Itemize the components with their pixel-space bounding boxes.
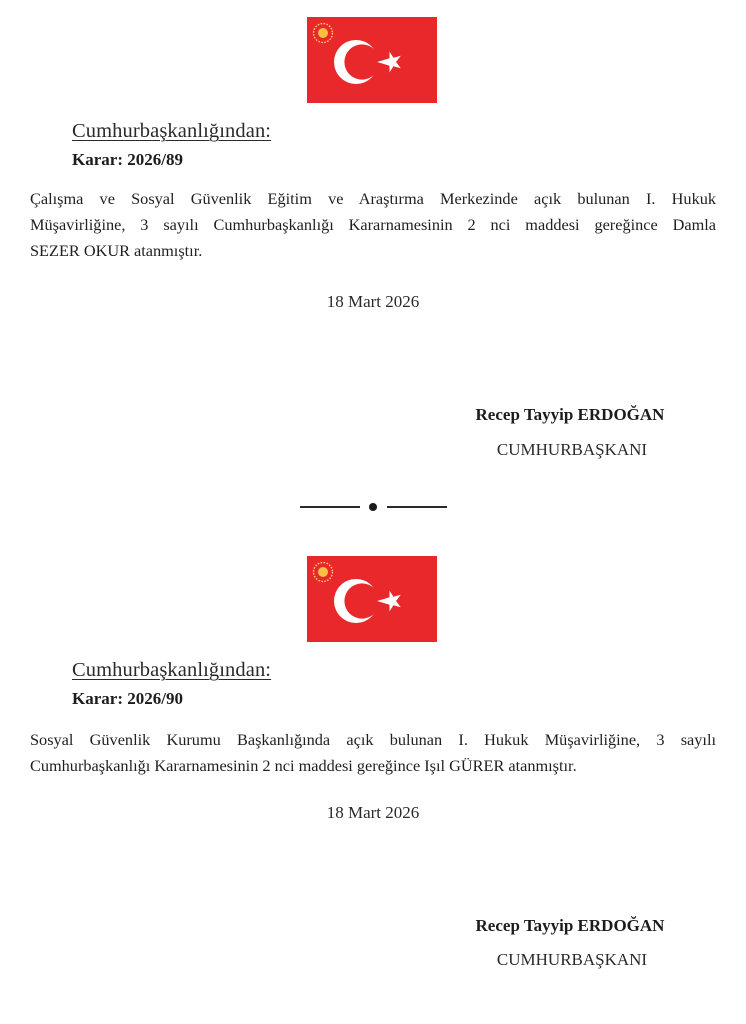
body-line: SEZER OKUR atanmıştır. bbox=[30, 241, 203, 260]
decision-body bbox=[30, 727, 716, 779]
section-separator bbox=[300, 497, 447, 515]
decision-date: 18 Mart 2026 bbox=[326, 292, 420, 311]
body-line: Cumhurbaşkanlığı Kararnamesinin 2 nci maddesi gereğince Işıl GÜRER atanmıştır. bbox=[30, 756, 577, 775]
issuer-heading: Cumhurbaşkanlığından: bbox=[72, 659, 272, 681]
signer-title: CUMHURBAŞKANI bbox=[496, 950, 648, 969]
decision-number: Karar: 2026/90 bbox=[72, 689, 183, 708]
issuer-heading: Cumhurbaşkanlığından: bbox=[72, 120, 272, 142]
body-line: Sosyal Güvenlik Kurumu Başkanlığında açık bulunan I. Hukuk Müşavirliğine, 3 sayılı bbox=[30, 730, 716, 749]
decision-number: Karar: 2026/89 bbox=[72, 150, 183, 169]
body-line: Müşavirliğine, 3 sayılı Cumhurbaşkanlığı Kararnamesinin 2 nci maddesi gereğince Damla bbox=[30, 215, 716, 234]
signer-name: Recep Tayyip ERDOĞAN bbox=[475, 405, 665, 424]
decision-body bbox=[30, 186, 716, 264]
signer-title: CUMHURBAŞKANI bbox=[496, 440, 648, 459]
signer-name: Recep Tayyip ERDOĞAN bbox=[475, 916, 665, 935]
turkish-presidential-flag-icon bbox=[307, 556, 437, 642]
separator-dot-icon bbox=[369, 503, 377, 511]
turkish-presidential-flag-icon bbox=[307, 17, 437, 103]
body-line: Çalışma ve Sosyal Güvenlik Eğitim ve Araştırma Merkezinde açık bulunan I. Hukuk bbox=[30, 189, 716, 208]
decision-date: 18 Mart 2026 bbox=[326, 803, 420, 822]
separator-rule-right bbox=[387, 506, 447, 508]
separator-rule-left bbox=[300, 506, 360, 508]
